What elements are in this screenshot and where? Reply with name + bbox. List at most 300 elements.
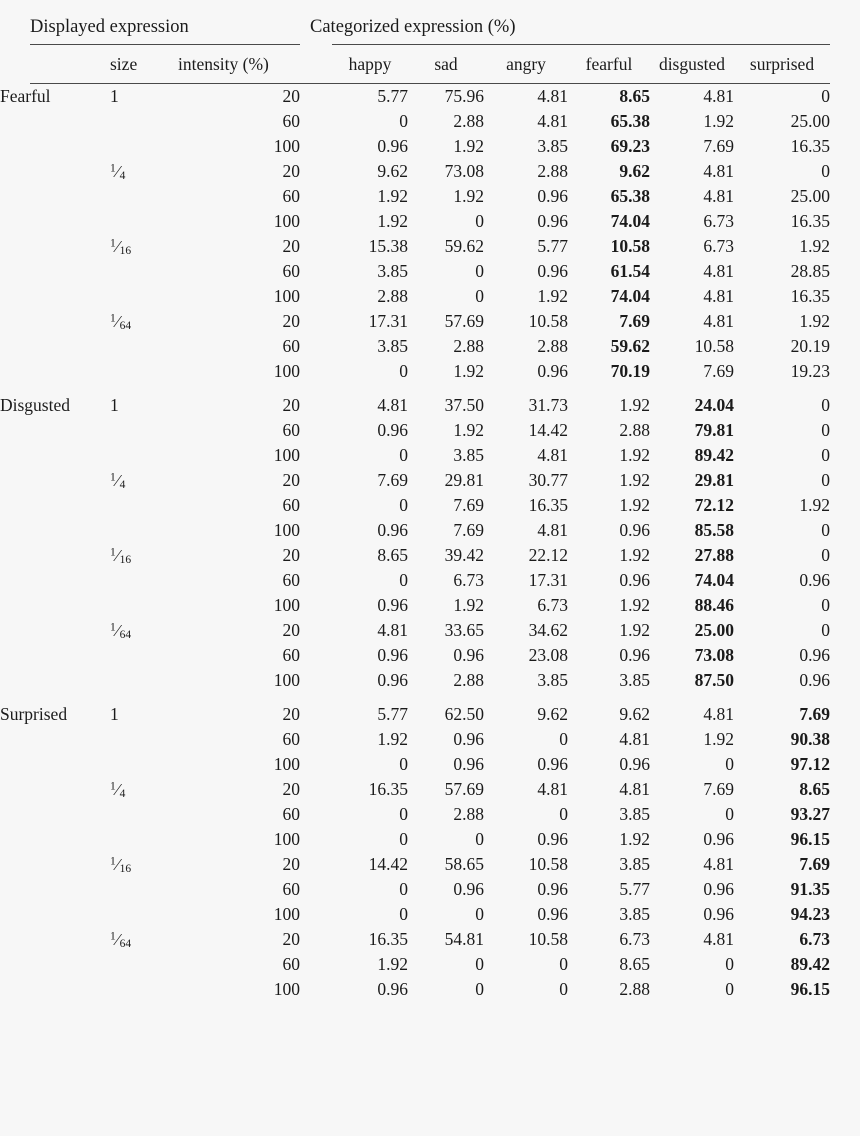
row-intensity-value: 60 [282,186,300,206]
row-expression-blank [0,184,110,209]
row-intensity-value: 100 [273,754,300,774]
group-header-row [0,0,860,44]
cell-happy: 0 [399,570,408,590]
row-gap [300,777,332,802]
row-expression-blank [0,802,110,827]
cell-happy: 0 [399,495,408,515]
row-intensity-value: 100 [273,286,300,306]
row-gap [300,752,332,777]
column-header-disgusted: disgusted [658,53,726,74]
row-gap [300,284,332,309]
cell-fearful: 2.88 [619,979,650,999]
cell-fearful: 3.85 [619,804,650,824]
cell-sad: 0.96 [453,645,484,665]
row-expression-blank [0,777,110,802]
table-row [0,418,860,443]
row-pad [830,443,860,468]
fraction-solidus: ⁄ [116,236,120,256]
cell-sad: 33.65 [444,620,484,640]
row-intensity-value: 20 [282,86,300,106]
cell-angry: 0.96 [537,904,568,924]
row-intensity-value: 60 [282,729,300,749]
cell-sad: 54.81 [444,929,484,949]
row-intensity-value: 60 [282,804,300,824]
column-header-happy: happy [348,53,392,74]
row-expression-blank [0,952,110,977]
cell-surprised: 0 [821,470,830,490]
row-gap [300,802,332,827]
row-expression-blank [0,593,110,618]
row-pad [830,134,860,159]
row-intensity-value: 20 [282,470,300,490]
cell-disgusted: 1.92 [703,111,734,131]
row-size-blank [110,593,178,618]
cell-angry: 0 [559,954,568,974]
cell-disgusted: 4.81 [703,161,734,181]
cell-surprised: 7.69 [799,854,830,874]
table-row [0,777,860,802]
cell-angry: 23.08 [528,645,568,665]
cell-disgusted: 6.73 [703,211,734,231]
row-gap [300,259,332,284]
column-header-pad [830,45,860,83]
cell-happy: 4.81 [377,620,408,640]
table-row [0,259,860,284]
row-size-blank [110,109,178,134]
cell-surprised: 16.35 [790,211,830,231]
cell-surprised: 16.35 [790,286,830,306]
cell-fearful: 4.81 [619,729,650,749]
cell-surprised: 0 [821,161,830,181]
cell-angry: 2.88 [537,336,568,356]
row-pad [830,334,860,359]
cell-happy: 0.96 [377,420,408,440]
cell-surprised: 90.38 [790,729,830,749]
row-pad [830,418,860,443]
cell-happy: 9.62 [377,161,408,181]
group-header-displayed: Displayed expression [30,17,189,37]
row-pad [830,109,860,134]
row-size-blank [110,952,178,977]
row-intensity-value: 100 [273,979,300,999]
row-pad [830,802,860,827]
cell-surprised: 94.23 [790,904,830,924]
row-intensity-value: 100 [273,904,300,924]
row-intensity-value: 20 [282,311,300,331]
cell-sad: 57.69 [444,311,484,331]
cell-happy: 0 [399,829,408,849]
fraction-numerator: 1 [110,162,116,175]
row-pad [830,827,860,852]
cell-sad: 75.96 [444,86,484,106]
row-gap [300,493,332,518]
row-intensity-value: 20 [282,929,300,949]
cell-sad: 0.96 [453,729,484,749]
cell-angry: 0.96 [537,211,568,231]
row-pad [830,209,860,234]
cell-fearful: 10.58 [610,236,650,256]
row-pad [830,668,860,693]
cell-fearful: 1.92 [619,620,650,640]
row-pad [830,877,860,902]
column-header-sad: sad [434,53,458,74]
cell-sad: 29.81 [444,470,484,490]
cell-surprised: 6.73 [799,929,830,949]
cell-surprised: 91.35 [790,879,830,899]
fraction-numerator: 1 [110,471,116,484]
row-expression-blank [0,668,110,693]
row-expression-blank [0,418,110,443]
table-row [0,334,860,359]
cell-angry: 10.58 [528,854,568,874]
row-size-blank [110,877,178,902]
row-gap [300,184,332,209]
row-size-fraction [110,852,178,877]
row-size-fraction [110,309,178,334]
row-expression-blank [0,284,110,309]
cell-sad: 0 [475,979,484,999]
cell-sad: 57.69 [444,779,484,799]
row-gap [300,568,332,593]
table-row [0,902,860,927]
cell-surprised: 0.96 [799,570,830,590]
cell-happy: 0 [399,879,408,899]
row-intensity-value: 60 [282,336,300,356]
row-size-blank [110,284,178,309]
row-size-value: 1 [110,704,119,724]
cell-angry: 10.58 [528,929,568,949]
table-body [0,84,860,1002]
row-intensity-value: 100 [273,445,300,465]
cell-fearful: 6.73 [619,929,650,949]
cell-sad: 7.69 [453,520,484,540]
cell-angry: 1.92 [537,286,568,306]
cell-happy: 0 [399,111,408,131]
cell-fearful: 0.96 [619,754,650,774]
table-row [0,468,860,493]
fraction-denominator: 4 [119,787,126,800]
fraction-glyph [110,856,131,876]
table-row [0,802,860,827]
cell-disgusted: 24.04 [694,395,734,415]
cell-happy: 1.92 [377,954,408,974]
column-header-size: size [110,53,138,74]
cell-fearful: 59.62 [610,336,650,356]
row-gap [300,593,332,618]
row-gap [300,234,332,259]
row-size-blank [110,643,178,668]
row-expression-label: Disgusted [0,395,70,415]
row-pad [830,927,860,952]
cell-disgusted: 4.81 [703,311,734,331]
cell-angry: 0 [559,979,568,999]
row-size-blank [110,418,178,443]
cell-fearful: 0.96 [619,645,650,665]
row-pad [830,359,860,384]
row-gap [300,309,332,334]
cell-fearful: 1.92 [619,445,650,465]
fraction-denominator: 64 [119,628,132,641]
row-pad [830,234,860,259]
cell-happy: 7.69 [377,470,408,490]
table-row [0,643,860,668]
row-intensity-value: 20 [282,704,300,724]
fraction-solidus: ⁄ [116,470,120,490]
cell-sad: 1.92 [453,420,484,440]
fraction-glyph [110,931,131,951]
row-intensity-value: 20 [282,854,300,874]
cell-angry: 0.96 [537,829,568,849]
cell-happy: 14.42 [368,854,408,874]
row-gap [300,952,332,977]
table-row [0,309,860,334]
cell-surprised: 25.00 [790,186,830,206]
table-row [0,184,860,209]
cell-angry: 6.73 [537,595,568,615]
group-header-displayed-cell [0,0,300,44]
cell-angry: 10.58 [528,311,568,331]
fraction-solidus: ⁄ [116,854,120,874]
cell-sad: 39.42 [444,545,484,565]
row-intensity-value: 20 [282,620,300,640]
cell-surprised: 0.96 [799,670,830,690]
row-pad [830,493,860,518]
row-expression-blank [0,334,110,359]
row-gap [300,418,332,443]
cell-sad: 1.92 [453,186,484,206]
table-row [0,359,860,384]
row-expression-blank [0,159,110,184]
fraction-denominator: 64 [119,319,132,332]
row-intensity-value: 100 [273,136,300,156]
fraction-denominator: 4 [119,478,126,491]
row-expression-blank [0,209,110,234]
row-gap [300,518,332,543]
fraction-glyph [110,472,125,492]
row-size-blank [110,518,178,543]
table-row [0,568,860,593]
table-row [0,693,860,727]
cell-fearful: 1.92 [619,470,650,490]
row-expression-label: Surprised [0,704,68,724]
cell-sad: 0 [475,286,484,306]
fraction-solidus: ⁄ [116,161,120,181]
fraction-glyph [110,547,131,567]
row-size-blank [110,802,178,827]
cell-sad: 0 [475,904,484,924]
row-size-blank [110,259,178,284]
cell-happy: 8.65 [377,545,408,565]
cell-sad: 2.88 [453,670,484,690]
cell-fearful: 8.65 [619,86,650,106]
cell-surprised: 0 [821,545,830,565]
cell-happy: 0 [399,361,408,381]
row-intensity-value: 60 [282,879,300,899]
cell-sad: 0 [475,829,484,849]
row-gap [300,727,332,752]
cell-disgusted: 4.81 [703,86,734,106]
fraction-numerator: 1 [110,312,116,325]
row-size-fraction [110,618,178,643]
row-size-blank [110,334,178,359]
cell-surprised: 25.00 [790,111,830,131]
fraction-glyph [110,313,131,333]
cell-disgusted: 0 [725,979,734,999]
row-intensity-value: 100 [273,829,300,849]
cell-happy: 3.85 [377,336,408,356]
fraction-numerator: 1 [110,780,116,793]
cell-angry: 31.73 [528,395,568,415]
table-row [0,668,860,693]
row-intensity-value: 60 [282,111,300,131]
cell-disgusted: 4.81 [703,186,734,206]
cell-angry: 0.96 [537,754,568,774]
row-pad [830,309,860,334]
cell-angry: 5.77 [537,236,568,256]
row-expression-blank [0,877,110,902]
row-size-blank [110,902,178,927]
cell-happy: 1.92 [377,729,408,749]
cell-sad: 6.73 [453,570,484,590]
table-row [0,284,860,309]
column-header-expression [0,45,110,83]
cell-surprised: 0 [821,620,830,640]
table-row [0,384,860,418]
cell-fearful: 0.96 [619,570,650,590]
column-header-fearful: fearful [585,53,633,74]
cell-happy: 17.31 [368,311,408,331]
row-expression-blank [0,309,110,334]
cell-happy: 0.96 [377,670,408,690]
fraction-solidus: ⁄ [116,929,120,949]
row-intensity-value: 60 [282,954,300,974]
row-intensity-value: 60 [282,570,300,590]
row-intensity-value: 20 [282,545,300,565]
fraction-numerator: 1 [110,546,116,559]
cell-happy: 0.96 [377,645,408,665]
column-header-row [0,45,860,83]
cell-surprised: 0.96 [799,645,830,665]
row-expression-blank [0,468,110,493]
row-pad [830,284,860,309]
cell-fearful: 1.92 [619,595,650,615]
row-size-fraction [110,927,178,952]
row-gap [300,977,332,1002]
row-intensity-value: 60 [282,261,300,281]
cell-surprised: 1.92 [799,236,830,256]
cell-sad: 1.92 [453,595,484,615]
cell-sad: 1.92 [453,136,484,156]
cell-sad: 58.65 [444,854,484,874]
cell-angry: 0.96 [537,879,568,899]
row-expression-blank [0,827,110,852]
cell-happy: 16.35 [368,929,408,949]
table-row [0,952,860,977]
row-gap [300,902,332,927]
table-row [0,852,860,877]
row-size-fraction [110,543,178,568]
cell-angry: 4.81 [537,111,568,131]
fraction-glyph [110,163,125,183]
fraction-glyph [110,781,125,801]
cell-disgusted: 25.00 [694,620,734,640]
cell-surprised: 96.15 [790,979,830,999]
cell-angry: 22.12 [528,545,568,565]
cell-surprised: 0 [821,520,830,540]
row-size-value: 1 [110,86,119,106]
cell-fearful: 8.65 [619,954,650,974]
row-expression-blank [0,359,110,384]
fraction-solidus: ⁄ [116,779,120,799]
row-size-blank [110,493,178,518]
row-expression-blank [0,902,110,927]
cell-sad: 2.88 [453,336,484,356]
row-pad [830,618,860,643]
table-row [0,493,860,518]
cell-disgusted: 73.08 [694,645,734,665]
cell-angry: 4.81 [537,779,568,799]
cell-surprised: 0 [821,86,830,106]
cell-disgusted: 4.81 [703,929,734,949]
row-gap [300,334,332,359]
row-intensity-value: 60 [282,420,300,440]
cell-fearful: 70.19 [610,361,650,381]
cell-sad: 0 [475,261,484,281]
cell-fearful: 69.23 [610,136,650,156]
cell-angry: 17.31 [528,570,568,590]
table-row [0,618,860,643]
cell-sad: 37.50 [444,395,484,415]
cell-fearful: 9.62 [619,704,650,724]
row-gap [300,852,332,877]
row-pad [830,977,860,1002]
cell-disgusted: 74.04 [694,570,734,590]
fraction-denominator: 64 [119,937,132,950]
row-expression-blank [0,727,110,752]
cell-fearful: 61.54 [610,261,650,281]
row-intensity-value: 100 [273,520,300,540]
row-gap [300,159,332,184]
cell-fearful: 5.77 [619,879,650,899]
row-gap [300,927,332,952]
row-size-blank [110,134,178,159]
cell-happy: 0.96 [377,136,408,156]
row-expression-blank [0,234,110,259]
cell-angry: 0.96 [537,261,568,281]
cell-disgusted: 7.69 [703,779,734,799]
cell-sad: 2.88 [453,804,484,824]
cell-happy: 1.92 [377,186,408,206]
cell-fearful: 1.92 [619,829,650,849]
cell-angry: 34.62 [528,620,568,640]
row-expression-label: Fearful [0,86,51,106]
cell-fearful: 74.04 [610,211,650,231]
row-gap [300,827,332,852]
cell-fearful: 1.92 [619,395,650,415]
table-row [0,134,860,159]
cell-angry: 14.42 [528,420,568,440]
cell-angry: 0 [559,804,568,824]
row-pad [830,543,860,568]
cell-happy: 1.92 [377,211,408,231]
row-intensity-value: 20 [282,395,300,415]
cell-surprised: 1.92 [799,495,830,515]
cell-sad: 3.85 [453,445,484,465]
fraction-denominator: 4 [119,169,126,182]
cell-disgusted: 0.96 [703,904,734,924]
row-size-blank [110,752,178,777]
fraction-solidus: ⁄ [116,620,120,640]
